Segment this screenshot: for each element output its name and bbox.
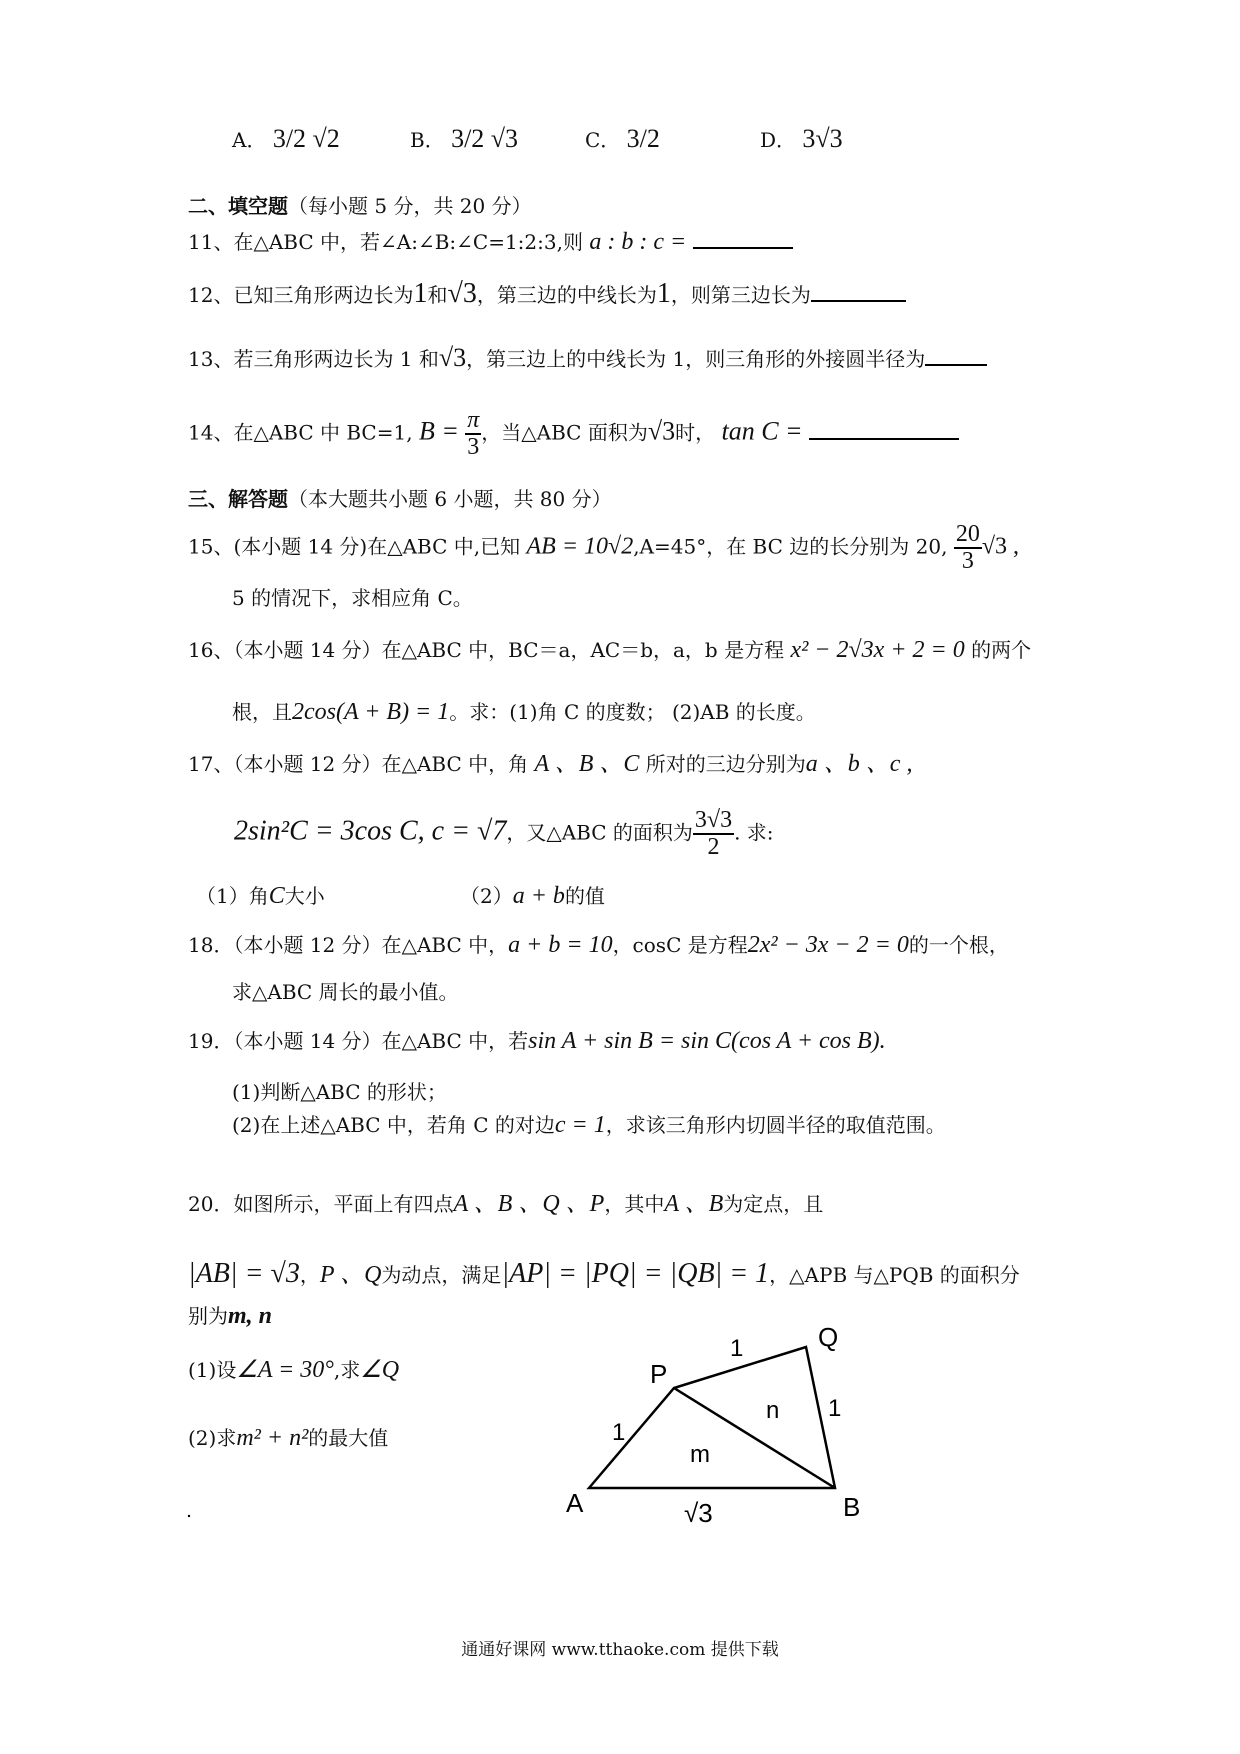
math-expr: c = 1 [554, 1112, 606, 1138]
question-text: 17、（本小题 12 分）在△ABC 中，角 [188, 752, 529, 776]
math-expr: a 、b 、c , [805, 751, 913, 777]
math-expr: C [268, 883, 285, 909]
question-text: 14、在△ABC 中 BC=1, [188, 420, 413, 445]
math-expr: m² + n² [236, 1425, 309, 1451]
option-value: 3/2 √2 [272, 124, 340, 153]
section-note: （本大题共小题 6 小题，共 80 分） [288, 487, 612, 511]
question-text: (1)设 [188, 1358, 237, 1382]
question-text: ,求 [333, 1358, 361, 1382]
question-text: ，cosC 是方程 [612, 933, 748, 957]
label-a: A [566, 1488, 584, 1518]
math-expr: a + b = 10 [508, 932, 613, 958]
footer: 通通好课网 www.tthaoke.com 提供下载 [461, 1640, 779, 1660]
question-15-line-2: 5 的情况下，求相应角 C。 [232, 586, 473, 610]
question-text: ，其中 [604, 1192, 665, 1216]
label-n: n [766, 1397, 780, 1424]
numerator: π [465, 408, 481, 435]
question-text: 13、若三角形两边长为 1 和 [188, 347, 439, 371]
question-text: (2)在上述△ABC 中，若角 C 的对边 [232, 1113, 555, 1137]
question-text: 的一个根， [908, 933, 1009, 957]
math-expr: AB = 10√2 [526, 533, 634, 560]
math-expr: √3 [438, 343, 467, 372]
question-text: 所对的三边分别为 [645, 752, 806, 776]
numerator: 3√3 [693, 808, 734, 835]
question-text: 19．（本小题 14 分）在△ABC 中，若 [188, 1029, 529, 1053]
label-m: m [690, 1441, 710, 1468]
math-expr: 1 [656, 278, 671, 309]
math-expr: a : b : c = [589, 229, 687, 255]
question-text: ,A=45°，在 BC 边的长分别为 20, [633, 534, 948, 559]
question-text: ，当△ABC 面积为 [481, 420, 648, 445]
label-q: Q [818, 1322, 839, 1352]
quadrilateral-outline [589, 1347, 835, 1488]
math-expr: √3 , [981, 533, 1019, 560]
label-ap: 1 [612, 1419, 626, 1446]
math-expr: 1 [413, 278, 428, 309]
math-expr: A 、B 、Q 、P [453, 1191, 605, 1217]
denominator: 3 [961, 548, 974, 575]
question-text: (2)求 [188, 1426, 237, 1450]
stray-dot [188, 1515, 190, 1517]
math-expr: x² − 2√3x + 2 = 0 [790, 637, 965, 663]
math-expr: √3 [447, 278, 477, 309]
math-expr: 2sin²C = 3cos C, c = √7 [234, 815, 507, 847]
question-text: （2） [460, 884, 513, 908]
question-text: 20．如图所示，平面上有四点 [188, 1192, 454, 1216]
label-ab: √3 [684, 1498, 713, 1528]
label-p: P [650, 1359, 668, 1389]
math-expr: 2x² − 3x − 2 = 0 [747, 932, 909, 958]
question-text: ，求该三角形内切圆半径的取值范围。 [605, 1113, 946, 1137]
section-title: 三、解答题 [188, 487, 288, 511]
numerator: 20 [954, 522, 982, 549]
math-expr: P 、Q [319, 1262, 382, 1288]
question-text: 15、(本小题 14 分)在△ABC 中,已知 [188, 534, 521, 559]
question-text: 大小 [284, 884, 325, 908]
option-label: D． [760, 128, 797, 152]
math-expr: tan C = [721, 416, 803, 446]
question-text: ，第三边的中线长为 [476, 283, 657, 307]
label-qb: 1 [828, 1395, 842, 1422]
math-expr: a + b [512, 883, 565, 909]
option-value: 3/2 [626, 124, 660, 153]
question-text: 的值 [564, 884, 605, 908]
math-expr: ∠A = 30° [236, 1357, 334, 1383]
question-text: 为定点，且 [723, 1192, 824, 1216]
question-19-sub-1: (1)判断△ABC 的形状； [232, 1080, 447, 1104]
question-text: 为动点，满足 [381, 1263, 502, 1287]
section-note: （每小题 5 分，共 20 分） [288, 194, 532, 218]
question-text: 根，且 [232, 700, 292, 724]
question-18-line-2: 求△ABC 周长的最小值。 [232, 980, 459, 1004]
math-expr: A 、B [664, 1191, 724, 1217]
denominator: 2 [707, 834, 720, 861]
option-label: B． [410, 128, 445, 152]
question-text: ，又△ABC 的面积为 [506, 820, 693, 845]
question-text: ，则第三边长为 [670, 283, 811, 307]
math-expr: |AP| = |PQ| = |QB| = 1 [501, 1258, 770, 1289]
question-text: 11、在△ABC 中，若∠A:∠B:∠C=1:2:3,则 [188, 230, 583, 254]
option-label: C． [585, 128, 621, 152]
question-text: 。求：(1)角 C 的度数； (2)AB 的长度。 [449, 700, 816, 724]
question-text: 时， [675, 420, 716, 445]
math-expr: B = [418, 416, 459, 446]
question-text: 别为 [188, 1304, 228, 1328]
option-value: 3/2 √3 [451, 124, 519, 153]
math-expr: |AB| = √3 [188, 1258, 300, 1289]
question-text: ，△APB 与△PQB 的面积分 [769, 1263, 1020, 1287]
question-text: ， [299, 1263, 320, 1287]
label-b: B [843, 1492, 861, 1522]
question-text: 18．（本小题 12 分）在△ABC 中， [188, 933, 509, 957]
question-text: 16、（本小题 14 分）在△ABC 中，BC＝a，AC＝b，a，b 是方程 [188, 638, 785, 662]
question-text: 的两个 [971, 638, 1032, 662]
question-text: （1）角 [196, 884, 269, 908]
option-value: 3√3 [802, 124, 843, 153]
math-expr: 2cos(A + B) = 1 [292, 699, 450, 725]
math-expr: ∠Q [360, 1357, 400, 1383]
math-expr: m, n [228, 1303, 273, 1329]
question-text: 的最大值 [308, 1426, 389, 1450]
option-label: A． [232, 128, 267, 152]
denominator: 3 [467, 434, 480, 461]
question-text: ，第三边上的中线长为 1，则三角形的外接圆半径为 [466, 347, 926, 371]
diagonal-pb [674, 1388, 835, 1488]
question-text: . 求: [734, 820, 774, 845]
label-pq: 1 [730, 1335, 744, 1362]
math-expr: A 、B 、C [534, 751, 640, 777]
math-expr: √3 [647, 416, 676, 446]
question-text: 12、已知三角形两边长为 [188, 283, 414, 307]
math-expr: sin A + sin B = sin C(cos A + cos B). [528, 1028, 886, 1054]
question-text: 和 [427, 283, 448, 307]
section-title: 二、填空题 [188, 194, 288, 218]
